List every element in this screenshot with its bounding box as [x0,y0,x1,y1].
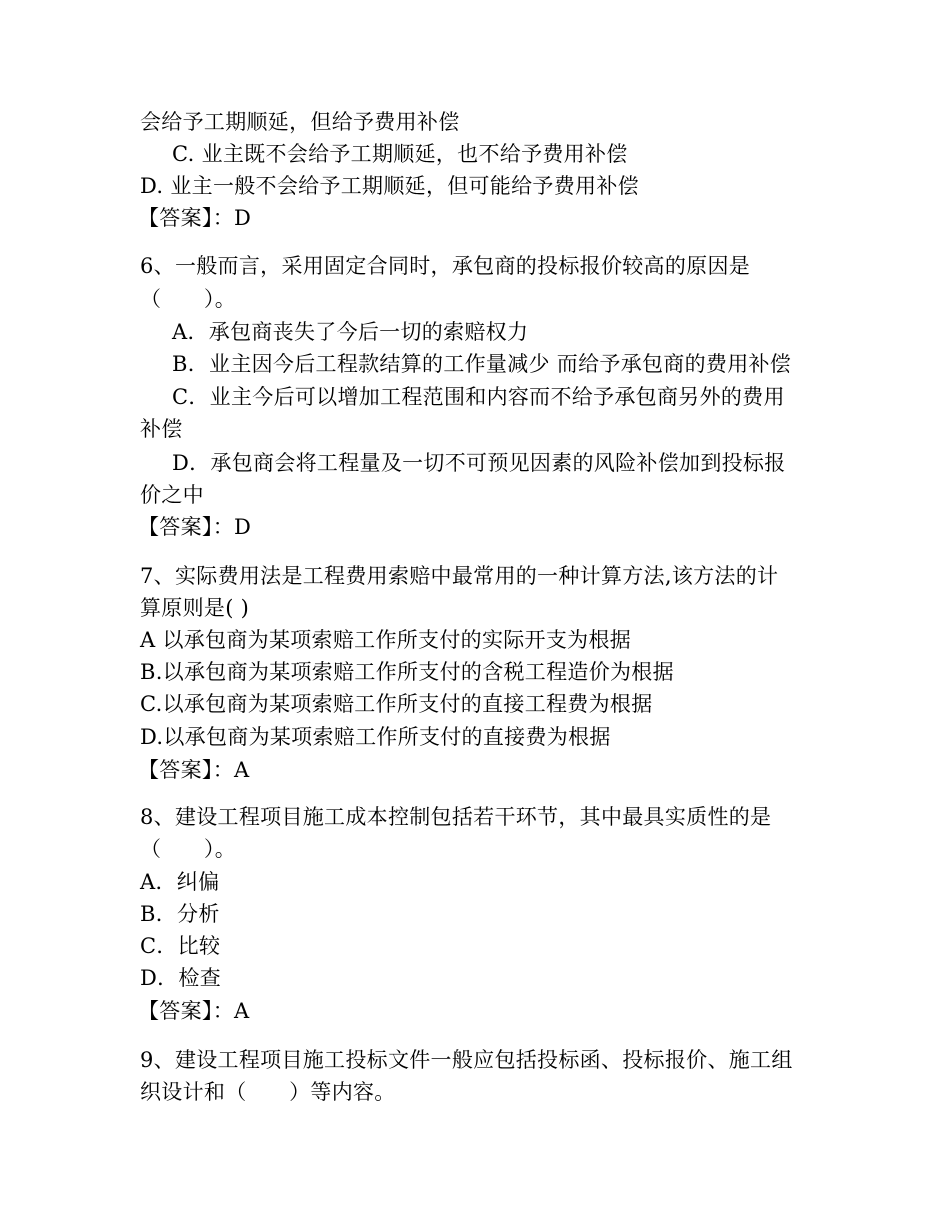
question-8: 8、建设工程项目施工成本控制包括若干环节，其中最具实质性的是 [140,805,772,829]
option-c: C．比较 [140,934,221,958]
option-d: D. 业主一般不会给予工期顺延，但可能给予费用补偿 [140,174,639,198]
option-c: C．业主今后可以增加工程范围和内容而不给予承包商另外的费用 [172,385,785,409]
question-6-blank: （ ）。 [140,287,236,311]
option-d-cont: 价之中 [140,483,204,507]
question-8-blank: （ ）。 [140,837,236,861]
answer-line: 【答案】：A [138,758,250,782]
answer-line: 【答案】：A [138,999,250,1023]
option-b: B．分析 [140,902,220,926]
answer-line: 【答案】：D [138,515,252,539]
option-a: A．承包商丧失了今后一切的索赔权力 [172,320,529,344]
question-9-cont: 织设计和（ ）等内容。 [140,1080,396,1104]
question-7-cont: 算原则是( ) [140,596,250,620]
question-7: 7、实际费用法是工程费用索赔中最常用的一种计算方法,该方法的计 [140,564,779,588]
text-line: 会给予工期顺延，但给予费用补偿 [140,110,460,134]
answer-line: 【答案】：D [138,206,252,230]
option-d: D．检查 [140,966,222,990]
option-b: B.以承包商为某项索赔工作所支付的含税工程造价为根据 [140,660,674,684]
option-c: C. 业主既不会给予工期顺延，也不给予费用补偿 [172,142,628,166]
question-9: 9、建设工程项目施工投标文件一般应包括投标函、投标报价、施工组 [140,1048,793,1072]
option-a: A 以承包商为某项索赔工作所支付的实际开支为根据 [140,628,632,652]
option-d: D.以承包商为某项索赔工作所支付的直接费为根据 [140,725,611,749]
option-d: D．承包商会将工程量及一切不可预见因素的风险补偿加到投标报 [172,451,786,475]
question-6: 6、一般而言，采用固定合同时，承包商的投标报价较高的原因是 [140,254,751,278]
option-b: B．业主因今后工程款结算的工作量减少 而给予承包商的费用补偿 [172,352,792,376]
option-c-cont: 补偿 [140,417,183,441]
option-c: C.以承包商为某项索赔工作所支付的直接工程费为根据 [140,692,653,716]
option-a: A．纠偏 [140,870,220,894]
